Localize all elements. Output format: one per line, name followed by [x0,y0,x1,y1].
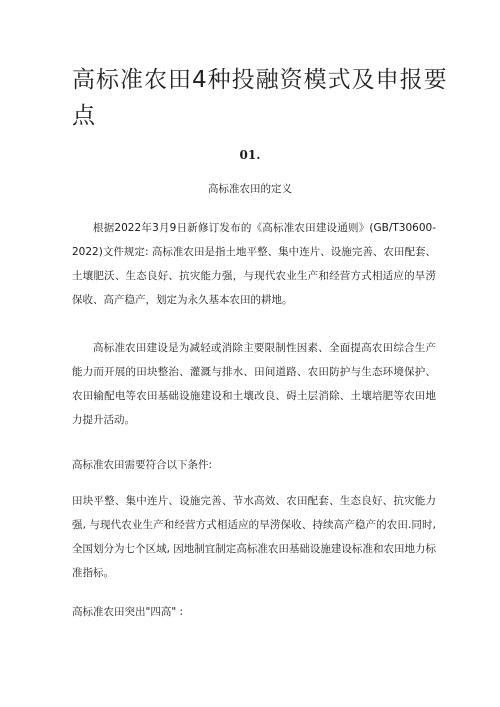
paragraph-four-highs: 高标准农田突出"四高" : [72,606,184,618]
paragraph-definition: 根据2022年3月9日新修订发布的《高标准农田建设通则》(GB/T30600-2022)文件规定: 高标准农田是指土地平整、集中连片、设施完善、农田配套、土壤肥沃、生态良好、抗灾能力强，与现代农业生产和经营方式相适应的旱涝保收、高产稳产，划定为永久基本农田的耕地。 [72,222,436,306]
paragraph-conditions-heading: 高标准农田需要符合以下条件: [72,459,213,471]
document-title: 高标准农田4种投融资模式及申报要点 [72,67,448,129]
paragraph-conditions: 田块平整、集中连片、设施完善、节水高效、农田配套、生态良好、抗灾能力强, 与现代农业生产和经营方式相适应的旱涝保收、持续高产稳产的农田.同时, 全国划分为七个区域, 因地制宜制定高标准农田基础设施建设标准和农田地力标准指标。 [72,495,436,579]
section-number: 01. [239,148,261,162]
section-title: 高标准农田的定义 [208,183,292,195]
paragraph-construction: 高标准农田建设是为减轻或消除主要限制性因素、全面提高农田综合生产能力而开展的田块整治、灌溉与排水、田间道路、农田防护与生态环境保护、农田输配电等农田基础设施建设和土壤改良、碍土层消除、土壤培肥等农田地力提升活动。 [72,342,436,426]
